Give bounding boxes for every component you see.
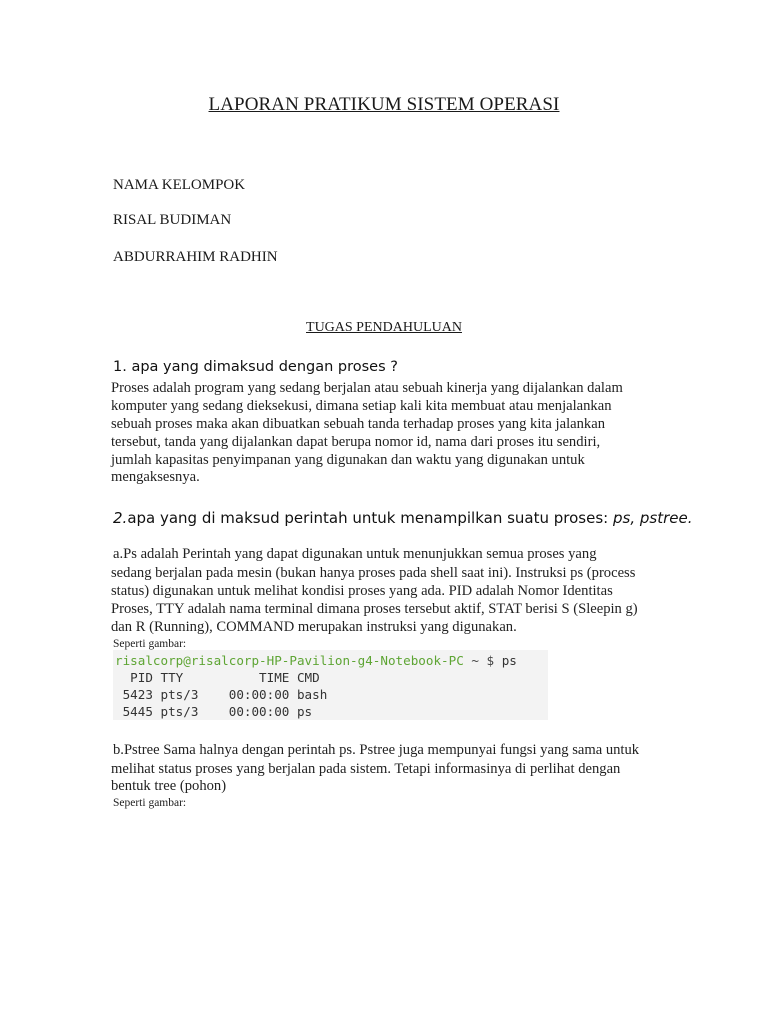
question-2-commands: ps, pstree. (613, 509, 693, 527)
part-a-line: dan R (Running), COMMAND merupakan instruksi yang digunakan. (111, 619, 517, 635)
part-b-line: bentuk tree (pohon) (111, 778, 227, 794)
answer-line: sebuah proses maka akan dibuatkan sebuah tanda terhadap proses yang kita jalankan (111, 416, 605, 432)
see-image-label-a: Seperti gambar: (113, 638, 187, 650)
part-a-line: status) digunakan untuk melihat kondisi proses yang ada. PID adalah Nomor Identitas (111, 583, 613, 599)
member-name-1: RISAL BUDIMAN (113, 212, 232, 228)
terminal-screenshot (113, 650, 548, 720)
see-image-label-b: Seperti gambar: (113, 797, 187, 809)
terminal-output-row: 5445 pts/3 00:00:00 ps (115, 704, 313, 719)
answer-line: Proses adalah program yang sedang berjalan atau sebuah kinerja yang dijalankan dalam (111, 380, 623, 396)
terminal-prompt-user: risalcorp@risalcorp-HP-Pavilion-g4-Notebook-PC (115, 653, 464, 668)
question-2-text: apa yang di maksud perintah untuk menampilkan suatu proses: (127, 509, 613, 527)
question-2-heading (113, 509, 692, 527)
answer-line: komputer yang sedang dieksekusi, dimana setiap kali kita membuat atau menjalankan (111, 398, 612, 414)
terminal-output-row: 5423 pts/3 00:00:00 bash (115, 687, 328, 702)
answer-line: mengaksesnya. (111, 469, 200, 485)
terminal-prompt-path: ~ $ (463, 653, 502, 668)
terminal-prompt-line (115, 653, 517, 668)
question-1-heading: 1. apa yang dimaksud dengan proses ? (113, 359, 398, 375)
part-b-line: b.Pstree Sama halnya dengan perintah ps. Pstree juga mempunyai fungsi yang sama untuk (113, 742, 640, 758)
part-a-line: sedang berjalan pada mesin (bukan hanya proses pada shell saat ini). Instruksi ps (process (111, 565, 636, 581)
section-title: TUGAS PENDAHULUAN (306, 320, 462, 335)
terminal-output-header: PID TTY TIME CMD (115, 670, 320, 685)
question-2-number: 2. (113, 509, 128, 527)
answer-line: jumlah kapasitas penyimpanan yang digunakan dan waktu yang digunakan untuk (111, 452, 585, 468)
part-b-line: melihat status proses yang berjalan pada sistem. Tetapi informasinya di perlihat dengan (111, 761, 621, 777)
part-a-line: a.Ps adalah Perintah yang dapat digunakan untuk menunjukkan semua proses yang (113, 546, 597, 562)
document-title: LAPORAN PRATIKUM SISTEM OPERASI (208, 94, 560, 115)
part-a-line: Proses, TTY adalah nama terminal dimana proses tersebut aktif, STAT berisi S (Sleepin g) (111, 601, 638, 617)
group-label: NAMA KELOMPOK (113, 177, 246, 193)
answer-line: tersebut, tanda yang dijalankan dapat berupa nomor id, nama dari proses itu sendiri, (111, 434, 601, 450)
member-name-2: ABDURRAHIM RADHIN (113, 249, 278, 265)
terminal-command: ps (501, 653, 517, 668)
